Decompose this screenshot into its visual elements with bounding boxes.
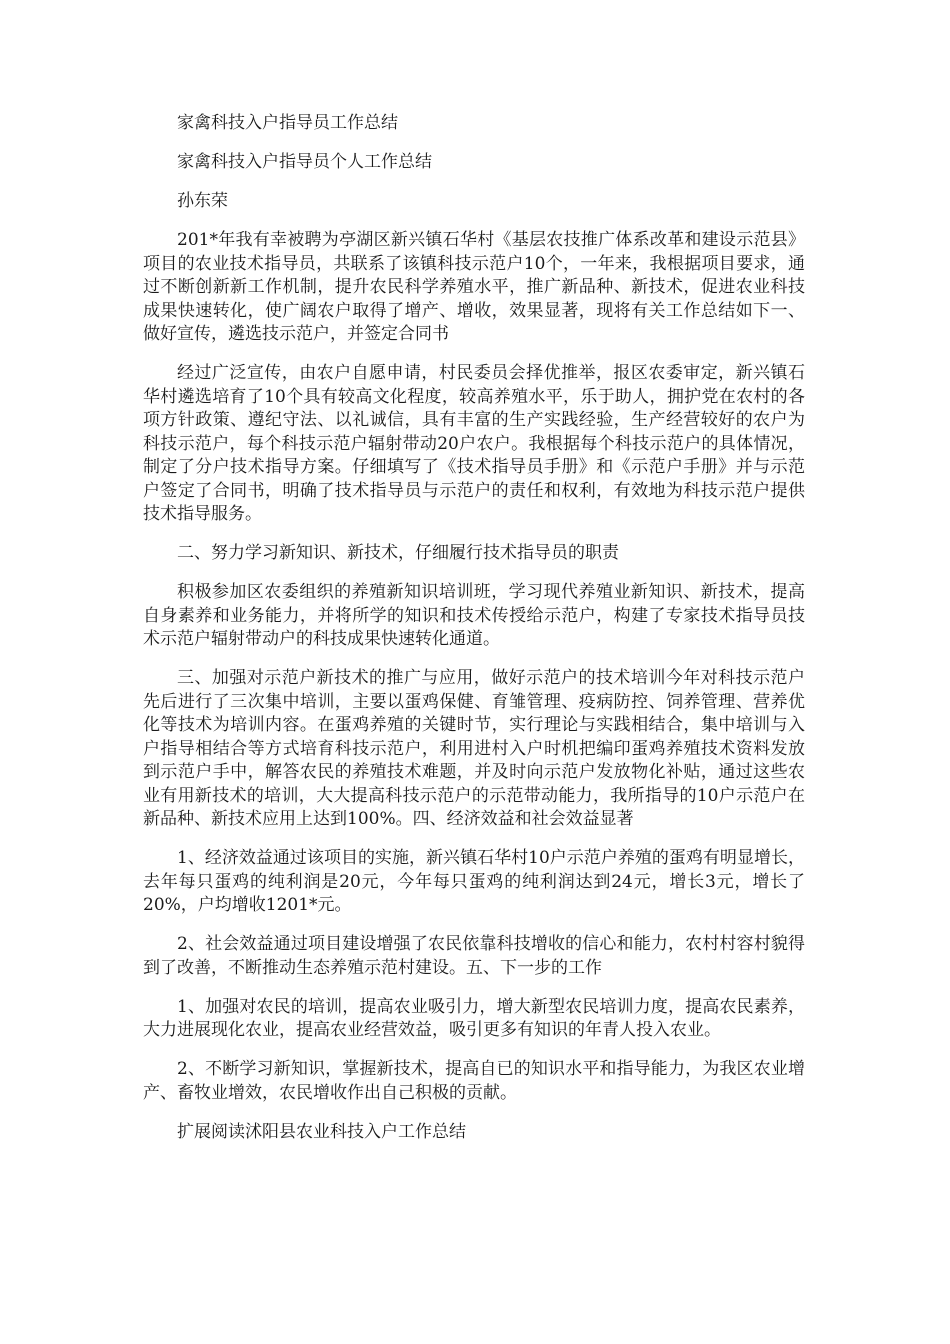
paragraph-next-step-two: 2、不断学习新知识，掌握新技术，提高自已的知识水平和指导能力，为我区农业增产、畜牧业增效，农民增收作出自己积极的贡献。: [143, 1059, 805, 1103]
paragraph-social-benefit: 2、社会效益通过项目建设增强了农民依靠科技增收的信心和能力，农村村容村貌得到了改善，不断推动生态养殖示范村建设。五、下一步的工作: [143, 934, 805, 978]
document-author: 孙东荣: [177, 191, 228, 211]
paragraph-next-step-one: 1、加强对农民的培训，提高农业吸引力，增大新型农民培训力度，提高农民素养，大力进展现化农业，提高农业经营效益，吸引更多有知识的年青人投入农业。: [143, 996, 805, 1040]
document-title: 家禽科技入户指导员工作总结: [177, 113, 398, 133]
paragraph-training: 三、加强对示范户新技术的推广与应用，做好示范户的技术培训今年对科技示范户先后进行了三次集中培训，主要以蛋鸡保健、育雏管理、疫病防控、饲养管理、营养优化等技术为培训内容。在蛋鸡养殖的关键时节，实行理论与实践相结合，集中培训与入户指导相结合等方式培育科技示范户，利用进村入户时机把编印蛋鸡养殖技术资料发放到示范户手中，解答农民的养殖技术难题，并及时向示范户发放物化补贴，通过这些农业有用新技术的培训，大大提高科技示范户的示范带动能力，我所指导的10户示范户在新品种、新技术应用上达到100%。四、经济效益和社会效益显著: [143, 668, 805, 829]
document-page: [143, 112, 805, 1160]
paragraph-intro: 201*年我有幸被聘为亭湖区新兴镇石华村《基层农技推广体系改革和建设示范县》项目的农业技术指导员，共联系了该镇科技示范户10个，一年来，我根据项目要求，通过不断创新新工作机制，提升农民科学养殖水平，推广新品种、新技术，促进农业科技成果快速转化，使广阔农户取得了增产、增收，效果显著，现将有关工作总结如下一、做好宣传，遴选技示范户，并签定合同书: [143, 230, 805, 344]
paragraph-selection: 经过广泛宣传，由农户自愿申请，村民委员会择优推举，报区农委审定，新兴镇石华村遴选培育了10个具有较高文化程度，较高养殖水平，乐于助人，拥护党在农村的各项方针政策、遵纪守法、以礼诚信，具有丰富的生产实践经验，生产经营较好的农户为科技示范户，每个科技示范户辐射带动20户农户。我根据每个科技示范户的具体情况，制定了分户技术指导方案。仔细填写了《技术指导员手册》和《示范户手册》并与示范户签定了合同书，明确了技术指导员与示范户的责任和权利，有效地为科技示范户提供技术指导服务。: [143, 363, 805, 524]
section-heading-two: 二、努力学习新知识、新技术，仔细履行技术指导员的职责: [177, 543, 619, 563]
paragraph-economic-benefit: 1、经济效益通过该项目的实施，新兴镇石华村10户示范户养殖的蛋鸡有明显增长，去年每只蛋鸡的纯利润是20元，今年每只蛋鸡的纯利润达到24元，增长3元，增长了20%，户均增收1201*元。: [143, 848, 805, 915]
document-subtitle: 家禽科技入户指导员个人工作总结: [177, 152, 432, 172]
paragraph-study: 积极参加区农委组织的养殖新知识培训班，学习现代养殖业新知识、新技术，提高自身素养和业务能力，并将所学的知识和技术传授给示范户，构建了专家技术指导员技术示范户辐射带动户的科技成果快速转化通道。: [143, 582, 805, 649]
extended-reading-link: 扩展阅读沭阳县农业科技入户工作总结: [177, 1121, 466, 1142]
